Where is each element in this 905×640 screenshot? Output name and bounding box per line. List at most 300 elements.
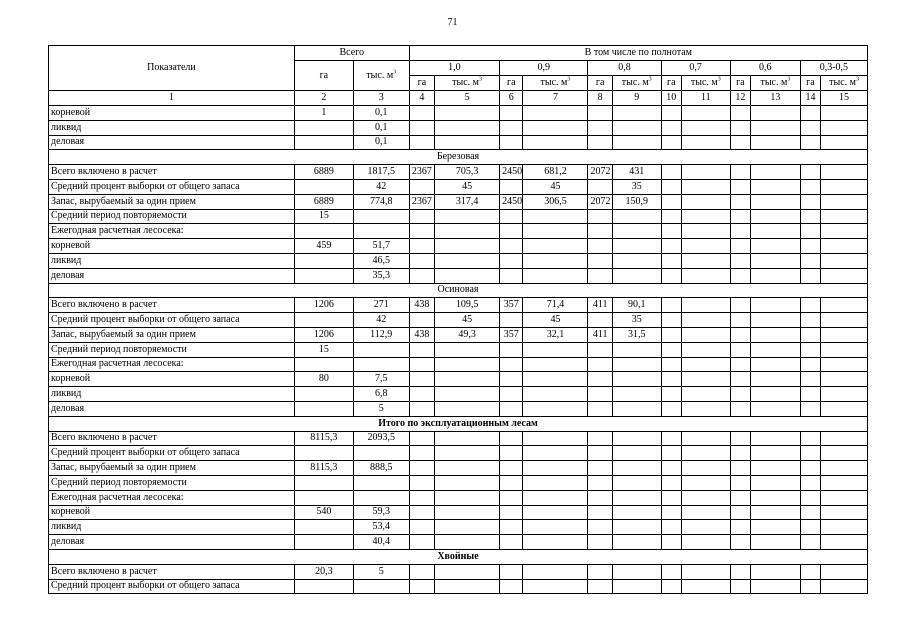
table-cell — [751, 135, 801, 150]
row-label: деловая — [49, 135, 295, 150]
table-cell — [523, 520, 588, 535]
table-cell — [409, 490, 434, 505]
table-cell — [730, 106, 750, 121]
section-title: Осиновая — [49, 283, 868, 298]
table-cell — [588, 268, 612, 283]
table-cell — [821, 564, 868, 579]
table-cell — [681, 475, 730, 490]
table-cell: 1206 — [294, 298, 353, 313]
table-cell — [730, 475, 750, 490]
table-cell — [661, 135, 681, 150]
table-cell — [681, 490, 730, 505]
header-unit-ha: га — [800, 76, 820, 91]
table-cell — [751, 431, 801, 446]
table-cell — [523, 357, 588, 372]
table-cell — [751, 120, 801, 135]
table-cell — [588, 209, 612, 224]
table-cell — [821, 135, 868, 150]
table-row — [49, 401, 868, 416]
table-cell — [751, 179, 801, 194]
table-cell — [588, 401, 612, 416]
table-cell — [821, 387, 868, 402]
table-cell — [588, 179, 612, 194]
table-cell — [435, 120, 500, 135]
table-cell — [353, 342, 409, 357]
table-cell — [821, 179, 868, 194]
row-label: Ежегодная расчетная лесосека: — [49, 224, 295, 239]
table-cell — [751, 106, 801, 121]
table-cell — [523, 475, 588, 490]
table-cell — [751, 535, 801, 550]
table-cell: 2072 — [588, 165, 612, 180]
row-label: корневой — [49, 106, 295, 121]
table-cell — [435, 372, 500, 387]
table-cell — [661, 106, 681, 121]
table-cell — [523, 239, 588, 254]
table-cell — [661, 446, 681, 461]
table-cell — [612, 253, 661, 268]
table-cell — [661, 461, 681, 476]
row-label: Средний период повторяемости — [49, 209, 295, 224]
table-cell — [800, 298, 820, 313]
table-cell — [435, 253, 500, 268]
row-label: деловая — [49, 535, 295, 550]
table-cell — [661, 342, 681, 357]
table-cell — [294, 135, 353, 150]
table-cell — [661, 313, 681, 328]
column-number: 3 — [353, 91, 409, 106]
table-cell — [681, 327, 730, 342]
table-cell: 317,4 — [435, 194, 500, 209]
header-including: В том числе по полнотам — [409, 46, 867, 61]
table-cell — [751, 372, 801, 387]
header-unit-ha: га — [588, 76, 612, 91]
table-row — [49, 342, 868, 357]
table-cell — [730, 490, 750, 505]
table-cell — [409, 313, 434, 328]
table-cell — [681, 520, 730, 535]
table-cell — [800, 372, 820, 387]
header-indicators: Показатели — [49, 46, 295, 91]
table-cell — [588, 387, 612, 402]
table-cell — [751, 268, 801, 283]
table-cell — [500, 253, 523, 268]
section-title: Березовая — [49, 150, 868, 165]
table-cell — [751, 209, 801, 224]
section-title: Итого по эксплуатационным лесам — [49, 416, 868, 431]
table-cell — [523, 535, 588, 550]
table-cell — [661, 239, 681, 254]
table-cell — [523, 401, 588, 416]
row-label: Средний процент выборки от общего запаса — [49, 579, 295, 594]
table-cell — [523, 446, 588, 461]
table-cell — [409, 135, 434, 150]
row-label: Средний процент выборки от общего запаса — [49, 446, 295, 461]
table-row — [49, 106, 868, 121]
table-cell: 2072 — [588, 194, 612, 209]
table-cell — [435, 387, 500, 402]
row-label: корневой — [49, 372, 295, 387]
table-cell — [500, 431, 523, 446]
table-cell — [588, 135, 612, 150]
table-cell — [500, 357, 523, 372]
table-cell: 438 — [409, 298, 434, 313]
table-row — [49, 475, 868, 490]
table-cell — [751, 239, 801, 254]
table-cell — [409, 239, 434, 254]
table-cell — [821, 209, 868, 224]
table-cell — [435, 505, 500, 520]
table-cell — [588, 342, 612, 357]
table-cell — [612, 120, 661, 135]
row-label: деловая — [49, 268, 295, 283]
table-cell — [435, 224, 500, 239]
table-cell — [800, 579, 820, 594]
table-row — [49, 224, 868, 239]
table-cell — [730, 268, 750, 283]
header-unit-thous-m3: тыс. $м^3$ — [751, 76, 801, 91]
table-cell: 49,3 — [435, 327, 500, 342]
table-cell — [821, 298, 868, 313]
table-cell — [500, 239, 523, 254]
table-cell — [800, 461, 820, 476]
table-cell: 0,1 — [353, 135, 409, 150]
table-row — [49, 165, 868, 180]
table-cell — [409, 253, 434, 268]
table-cell — [661, 475, 681, 490]
table-row — [49, 579, 868, 594]
table-row — [49, 313, 868, 328]
table-cell — [800, 135, 820, 150]
table-cell — [500, 135, 523, 150]
table-cell: 357 — [500, 298, 523, 313]
table-cell — [821, 401, 868, 416]
table-cell — [612, 387, 661, 402]
row-label: ликвид — [49, 120, 295, 135]
table-cell — [435, 357, 500, 372]
table-cell — [730, 313, 750, 328]
table-cell — [661, 535, 681, 550]
table-cell — [821, 357, 868, 372]
table-cell — [500, 475, 523, 490]
table-cell — [435, 490, 500, 505]
table-cell: 31,5 — [612, 327, 661, 342]
table-row — [49, 209, 868, 224]
row-label: Средний процент выборки от общего запаса — [49, 179, 295, 194]
table-cell — [294, 401, 353, 416]
table-cell — [800, 475, 820, 490]
table-cell — [751, 579, 801, 594]
table-cell — [661, 401, 681, 416]
table-cell — [730, 357, 750, 372]
forest-table-container — [48, 45, 868, 594]
table-cell — [500, 179, 523, 194]
header-unit-thous-m3: тыс. $м^3$ — [523, 76, 588, 91]
table-cell — [523, 579, 588, 594]
table-cell — [681, 239, 730, 254]
table-cell: 357 — [500, 327, 523, 342]
table-cell — [800, 239, 820, 254]
table-cell — [612, 520, 661, 535]
table-cell — [612, 564, 661, 579]
table-cell — [409, 461, 434, 476]
page-number: 71 — [447, 17, 458, 28]
table-row — [49, 327, 868, 342]
column-number: 2 — [294, 91, 353, 106]
table-cell — [294, 224, 353, 239]
row-label: Ежегодная расчетная лесосека: — [49, 490, 295, 505]
column-number: 7 — [523, 91, 588, 106]
table-cell: 45 — [523, 313, 588, 328]
table-cell — [821, 475, 868, 490]
column-number: 11 — [681, 91, 730, 106]
table-cell: 0,1 — [353, 120, 409, 135]
table-cell — [751, 564, 801, 579]
table-cell — [435, 535, 500, 550]
table-cell — [294, 357, 353, 372]
table-cell — [612, 209, 661, 224]
table-cell: 8115,3 — [294, 461, 353, 476]
table-cell — [612, 490, 661, 505]
table-cell — [821, 327, 868, 342]
table-cell — [500, 342, 523, 357]
table-cell — [730, 387, 750, 402]
table-cell — [681, 564, 730, 579]
table-cell — [588, 579, 612, 594]
table-cell: 20,3 — [294, 564, 353, 579]
table-cell — [681, 357, 730, 372]
table-cell — [523, 120, 588, 135]
table-cell — [730, 372, 750, 387]
table-cell — [294, 446, 353, 461]
table-cell — [800, 357, 820, 372]
row-label: Запас, вырубаемый за один прием — [49, 327, 295, 342]
table-cell: 271 — [353, 298, 409, 313]
table-cell — [500, 520, 523, 535]
table-cell — [500, 446, 523, 461]
table-cell — [435, 446, 500, 461]
column-number: 15 — [821, 91, 868, 106]
table-cell — [523, 372, 588, 387]
table-cell — [800, 313, 820, 328]
table-cell — [661, 579, 681, 594]
table-cell — [681, 446, 730, 461]
table-cell — [409, 520, 434, 535]
row-label: Запас, вырубаемый за один прием — [49, 194, 295, 209]
table-cell: 150,9 — [612, 194, 661, 209]
table-cell — [588, 106, 612, 121]
table-cell: 8115,3 — [294, 431, 353, 446]
table-cell — [588, 120, 612, 135]
table-cell: 5 — [353, 564, 409, 579]
table-cell: 438 — [409, 327, 434, 342]
table-cell — [661, 327, 681, 342]
table-cell — [409, 357, 434, 372]
table-cell: 35,3 — [353, 268, 409, 283]
table-cell — [409, 372, 434, 387]
table-cell — [435, 209, 500, 224]
header-density-5: 0,3-0,5 — [800, 61, 867, 76]
table-cell — [681, 253, 730, 268]
table-cell — [821, 446, 868, 461]
table-cell: 1817,5 — [353, 165, 409, 180]
table-cell — [523, 461, 588, 476]
table-cell — [409, 179, 434, 194]
table-cell — [661, 120, 681, 135]
table-cell — [409, 106, 434, 121]
table-cell — [661, 387, 681, 402]
table-cell: 112,9 — [353, 327, 409, 342]
table-cell: 42 — [353, 179, 409, 194]
table-cell — [661, 490, 681, 505]
table-cell — [800, 387, 820, 402]
table-cell — [612, 475, 661, 490]
header-unit-thous-m3: тыс. $м^3$ — [821, 76, 868, 91]
row-label: Средний период повторяемости — [49, 475, 295, 490]
table-cell — [353, 209, 409, 224]
table-cell — [612, 505, 661, 520]
table-cell: 45 — [435, 313, 500, 328]
table-cell — [730, 165, 750, 180]
table-cell — [612, 446, 661, 461]
table-cell — [435, 431, 500, 446]
row-label: Всего включено в расчет — [49, 298, 295, 313]
table-cell — [730, 209, 750, 224]
table-cell — [821, 372, 868, 387]
table-cell — [730, 224, 750, 239]
table-cell — [751, 224, 801, 239]
table-cell — [661, 194, 681, 209]
table-cell — [500, 490, 523, 505]
table-cell: 109,5 — [435, 298, 500, 313]
header-density-2: 0,8 — [588, 61, 661, 76]
table-cell — [435, 268, 500, 283]
table-cell — [730, 520, 750, 535]
table-row — [49, 179, 868, 194]
table-cell — [409, 431, 434, 446]
table-cell — [500, 401, 523, 416]
table-cell — [821, 431, 868, 446]
table-cell — [730, 579, 750, 594]
table-cell — [800, 535, 820, 550]
table-cell — [588, 224, 612, 239]
table-cell — [294, 120, 353, 135]
table-cell: 45 — [523, 179, 588, 194]
table-cell — [661, 268, 681, 283]
table-cell — [821, 106, 868, 121]
table-row — [49, 268, 868, 283]
table-cell — [821, 342, 868, 357]
table-cell — [500, 106, 523, 121]
table-cell — [751, 475, 801, 490]
table-cell — [612, 106, 661, 121]
table-cell — [500, 579, 523, 594]
table-cell — [661, 209, 681, 224]
table-cell — [800, 194, 820, 209]
table-cell — [661, 520, 681, 535]
table-cell — [681, 106, 730, 121]
table-cell — [353, 475, 409, 490]
table-cell — [751, 357, 801, 372]
table-cell — [800, 342, 820, 357]
table-cell — [800, 490, 820, 505]
table-cell — [523, 490, 588, 505]
table-cell — [681, 431, 730, 446]
table-row — [49, 253, 868, 268]
table-cell — [730, 564, 750, 579]
table-cell — [681, 224, 730, 239]
row-label: Средний период повторяемости — [49, 342, 295, 357]
table-cell — [500, 505, 523, 520]
table-cell — [661, 298, 681, 313]
table-cell — [500, 209, 523, 224]
table-cell — [294, 520, 353, 535]
table-cell — [294, 475, 353, 490]
table-cell — [821, 461, 868, 476]
table-cell — [821, 490, 868, 505]
table-row — [49, 298, 868, 313]
table-cell — [523, 224, 588, 239]
table-cell — [409, 446, 434, 461]
table-cell — [294, 535, 353, 550]
table-cell: 306,5 — [523, 194, 588, 209]
table-cell — [500, 461, 523, 476]
table-cell — [409, 268, 434, 283]
header-unit-ha: га — [409, 76, 434, 91]
table-cell — [435, 520, 500, 535]
row-label: Средний процент выборки от общего запаса — [49, 313, 295, 328]
table-cell — [588, 564, 612, 579]
table-cell — [751, 298, 801, 313]
table-cell — [751, 490, 801, 505]
table-cell — [435, 579, 500, 594]
section-row — [49, 416, 868, 431]
table-row — [49, 461, 868, 476]
table-cell — [294, 313, 353, 328]
table-cell — [588, 475, 612, 490]
header-unit-ha: га — [730, 76, 750, 91]
section-row — [49, 283, 868, 298]
table-cell — [730, 253, 750, 268]
table-cell: 2367 — [409, 165, 434, 180]
table-cell — [730, 120, 750, 135]
table-cell — [294, 179, 353, 194]
table-cell — [294, 579, 353, 594]
table-cell — [661, 431, 681, 446]
column-number: 8 — [588, 91, 612, 106]
header-total: Всего — [294, 46, 409, 61]
table-cell — [353, 357, 409, 372]
table-cell: 411 — [588, 298, 612, 313]
table-cell — [751, 253, 801, 268]
table-cell — [523, 387, 588, 402]
table-cell: 1 — [294, 106, 353, 121]
column-number: 13 — [751, 91, 801, 106]
table-cell — [588, 520, 612, 535]
table-cell — [588, 535, 612, 550]
table-cell — [751, 446, 801, 461]
table-cell — [500, 387, 523, 402]
header-density-1: 0,9 — [500, 61, 588, 76]
table-cell: 5 — [353, 401, 409, 416]
table-cell: 71,4 — [523, 298, 588, 313]
table-cell: 6889 — [294, 165, 353, 180]
table-cell — [588, 239, 612, 254]
table-cell: 888,5 — [353, 461, 409, 476]
table-cell — [821, 165, 868, 180]
table-cell: 53,4 — [353, 520, 409, 535]
table-cell: 681,2 — [523, 165, 588, 180]
